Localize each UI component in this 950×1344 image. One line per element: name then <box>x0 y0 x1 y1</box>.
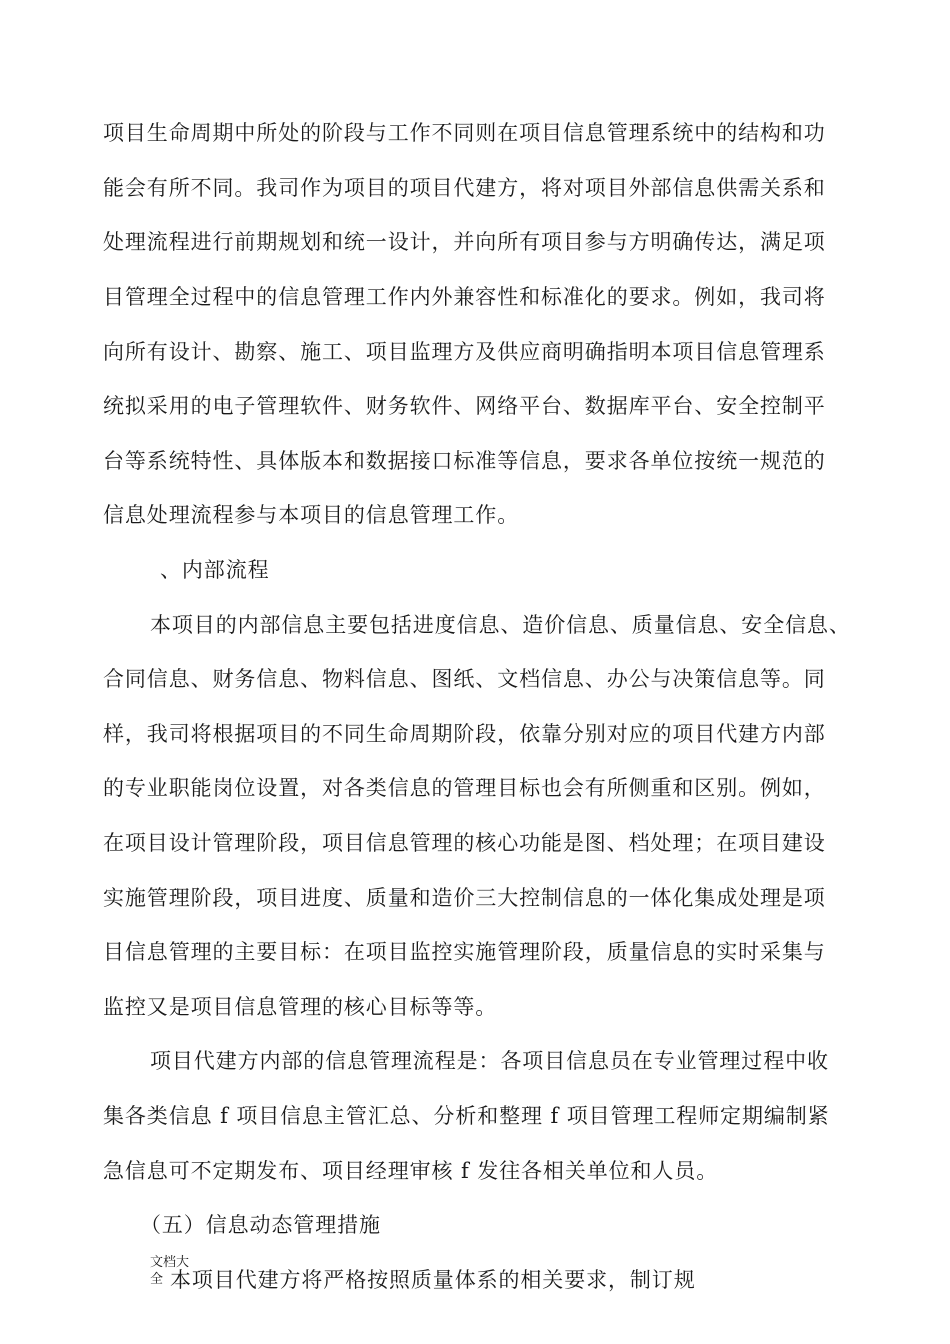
paragraph-line-15: 实施管理阶段，项目进度、质量和造价三大控制信息的一体化集成处理是项 <box>103 886 826 910</box>
paragraph-line-11: 合同信息、财务信息、物料信息、图纸、文档信息、办公与决策信息等。同 <box>103 667 826 691</box>
paragraph-line-7: 台等系统特性、具体版本和数据接口标准等信息，要求各单位按统一规范的 <box>103 449 826 473</box>
paragraph-line-14: 在项目设计管理阶段，项目信息管理的核心功能是图、档处理；在项目建设 <box>103 831 826 855</box>
paragraph-line-6: 统拟采用的电子管理软件、财务软件、网络平台、数据库平台、安全控制平 <box>103 394 826 418</box>
paragraph-line-17: 监控又是项目信息管理的核心目标等等。 <box>103 995 498 1019</box>
paragraph-line-19: 集各类信息 f 项目信息主管汇总、分析和整理 f 项目管理工程师定期编制紧 <box>103 1104 830 1128</box>
paragraph-line-3: 处理流程进行前期规划和统一设计，并向所有项目参与方明确传达，满足项 <box>103 230 826 254</box>
section-heading-internal-process: 、内部流程 <box>160 558 270 582</box>
paragraph-line-12: 样，我司将根据项目的不同生命周期阶段，依靠分别对应的项目代建方内部 <box>103 722 826 746</box>
paragraph-line-1: 项目生命周期中所处的阶段与工作不同则在项目信息管理系统中的结构和功 <box>103 121 826 145</box>
paragraph-line-20: 急信息可不定期发布、项目经理审核 f 发往各相关单位和人员。 <box>103 1159 719 1183</box>
paragraph-line-18: 项目代建方内部的信息管理流程是：各项目信息员在专业管理过程中收 <box>150 1049 829 1073</box>
paragraph-line-2: 能会有所不同。我司作为项目的项目代建方，将对项目外部信息供需关系和 <box>103 176 826 200</box>
paragraph-line-8: 信息处理流程参与本项目的信息管理工作。 <box>103 503 520 527</box>
paragraph-line-13: 的专业职能岗位设置，对各类信息的管理目标也会有所侧重和区别。例如， <box>103 776 826 800</box>
section-heading-dynamic-management: （五）信息动态管理措施 <box>140 1213 381 1237</box>
paragraph-line-10: 本项目的内部信息主要包括进度信息、造价信息、质量信息、安全信息、 <box>150 613 851 637</box>
paragraph-line-4: 目管理全过程中的信息管理工作内外兼容性和标准化的要求。例如，我司将 <box>103 285 826 309</box>
paragraph-line-5: 向所有设计、勘察、施工、项目监理方及供应商明确指明本项目信息管理系 <box>103 340 826 364</box>
page-footer: 文档大全 <box>150 1255 190 1287</box>
paragraph-line-22: 本项目代建方将严格按照质量体系的相关要求，制订规 <box>170 1268 696 1292</box>
paragraph-line-16: 目信息管理的主要目标：在项目监控实施管理阶段，质量信息的实时采集与 <box>103 940 826 964</box>
